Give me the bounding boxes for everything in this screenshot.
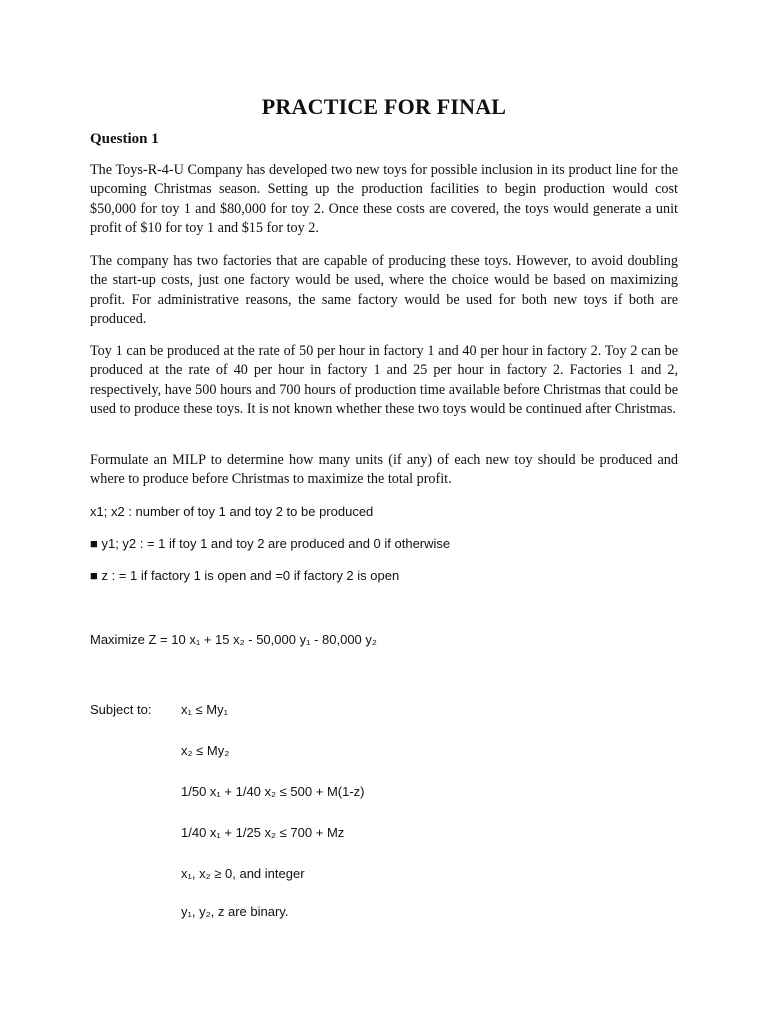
document-title: PRACTICE FOR FINAL	[261, 94, 507, 119]
constraint-4: 1/40 x₁ + 1/25 x₂ ≤ 700 + Mz	[181, 825, 345, 840]
objective-function: Maximize Z = 10 x₁ + 15 x₂ - 50,000 y₁ - 80,000 y₂	[90, 632, 377, 647]
paragraph-production-rates: Toy 1 can be produced at the rate of 50 per hour in factory 1 and 40 per hour in factory 2. Toy 2 can be produced at the rate of 40 per hour in factory 1 and 25 per hour in factory 2. Factories 1 and 2, respectively, have 500 hours and 700 hours of production time available before Christmas that could be used to produce these toys. It is not known whether these two toys would be continued after Christmas.	[90, 343, 678, 418]
question-heading: Question 1	[90, 131, 159, 147]
constraint-6: y₁, y₂, z are binary.	[181, 904, 289, 919]
definition-x: x1; x2 : number of toy 1 and toy 2 to be produced	[90, 504, 374, 519]
constraint-3: 1/50 x₁ + 1/40 x₂ ≤ 500 + M(1-z)	[181, 784, 365, 799]
definition-z: ■ z : = 1 if factory 1 is open and =0 if factory 2 is open	[90, 568, 400, 583]
paragraph-task: Formulate an MILP to determine how many units (if any) of each new toy should be produced and where to produce before Christmas to maximize the total profit.	[90, 452, 678, 488]
paragraph-factories: The company has two factories that are capable of producing these toys. However, to avoid doubling the start-up costs, just one factory would be used, where the choice would be based on maximizing profit. For administrative reasons, the same factory would be used for both new toys if both are produced.	[90, 253, 678, 328]
constraint-2: x₂ ≤ My₂	[181, 743, 230, 758]
constraint-1: x₁ ≤ My₁	[181, 702, 228, 717]
subject-to-label: Subject to:	[90, 702, 152, 717]
constraint-5: x₁, x₂ ≥ 0, and integer	[181, 866, 305, 881]
paragraph-intro: The Toys-R-4-U Company has developed two new toys for possible inclusion in its product line for the upcoming Christmas season. Setting up the production facilities to begin production would cost $50,000 for toy 1 and $80,000 for toy 2. Once these costs are covered, the toys would generate a unit profit of $10 for toy 1 and $15 for toy 2.	[90, 162, 678, 237]
definition-y: ■ y1; y2 : = 1 if toy 1 and toy 2 are produced and 0 if otherwise	[90, 536, 451, 551]
